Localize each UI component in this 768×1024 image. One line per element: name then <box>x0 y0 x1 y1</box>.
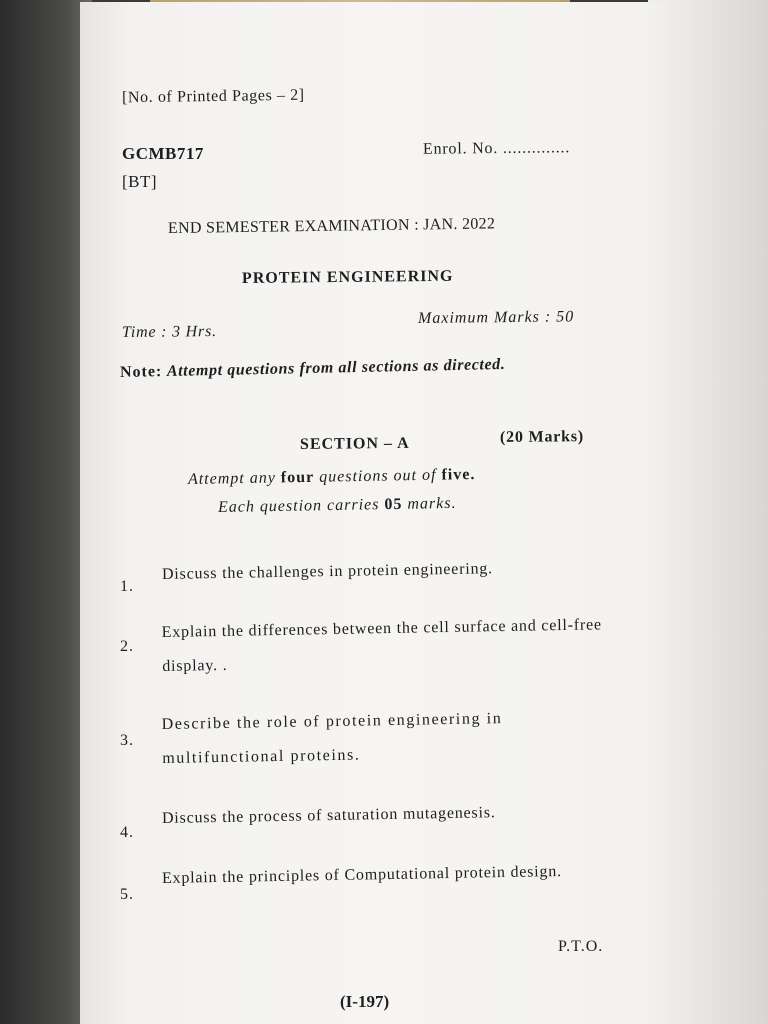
question-3-number: 3. <box>120 732 134 749</box>
section-instruction-1 <box>188 466 476 489</box>
page-code: (I-197) <box>340 992 390 1011</box>
section-marks: (20 Marks) <box>499 428 585 446</box>
question-4-number: 4. <box>120 824 134 841</box>
instruction-1-mid: questions out of <box>319 466 437 486</box>
subject-title: PROTEIN ENGINEERING <box>241 267 454 287</box>
instruction-1-bold-five: five. <box>441 465 476 484</box>
course-code: GCMB717 <box>122 144 204 163</box>
question-4-text: Discuss the process of saturation mutagenesis. <box>161 804 496 827</box>
printed-pages-note: [No. of Printed Pages – 2] <box>121 86 305 107</box>
note <box>120 356 506 382</box>
question-3-text: Describe the role of protein engineering in multifunctional proteins. <box>161 710 503 767</box>
instruction-2-post: marks. <box>407 494 457 513</box>
enrol-number-field: Enrol. No. .............. <box>422 139 571 158</box>
please-turn-over: P.T.O. <box>558 938 604 955</box>
instruction-1-pre: Attempt any <box>187 469 277 488</box>
question-2-text: Explain the differences between the cell surface and cell-free display. . <box>161 616 602 675</box>
background-left <box>0 0 92 1024</box>
note-text: Attempt questions from all sections as directed. <box>166 355 506 381</box>
exam-title: END SEMESTER EXAMINATION : JAN. 2022 <box>167 215 496 237</box>
instruction-2-bold-marks: 05 <box>384 495 403 514</box>
question-5-text: Explain the principles of Computational protein design. <box>161 863 563 887</box>
maximum-marks: Maximum Marks : 50 <box>417 308 575 327</box>
section-title: SECTION – A <box>299 434 410 453</box>
instruction-2-pre: Each question carries <box>217 496 380 516</box>
branch-code: [BT] <box>122 172 158 191</box>
exam-paper <box>80 2 690 1024</box>
section-instruction-2 <box>218 495 457 517</box>
question-1-number: 1. <box>120 578 134 595</box>
question-2-number: 2. <box>120 638 134 655</box>
note-label: Note: <box>119 363 163 381</box>
exam-time: Time : 3 Hrs. <box>121 323 217 341</box>
question-5-number: 5. <box>120 886 134 903</box>
instruction-1-bold-four: four <box>280 468 315 487</box>
question-1-text: Discuss the challenges in protein engineering. <box>161 560 494 583</box>
